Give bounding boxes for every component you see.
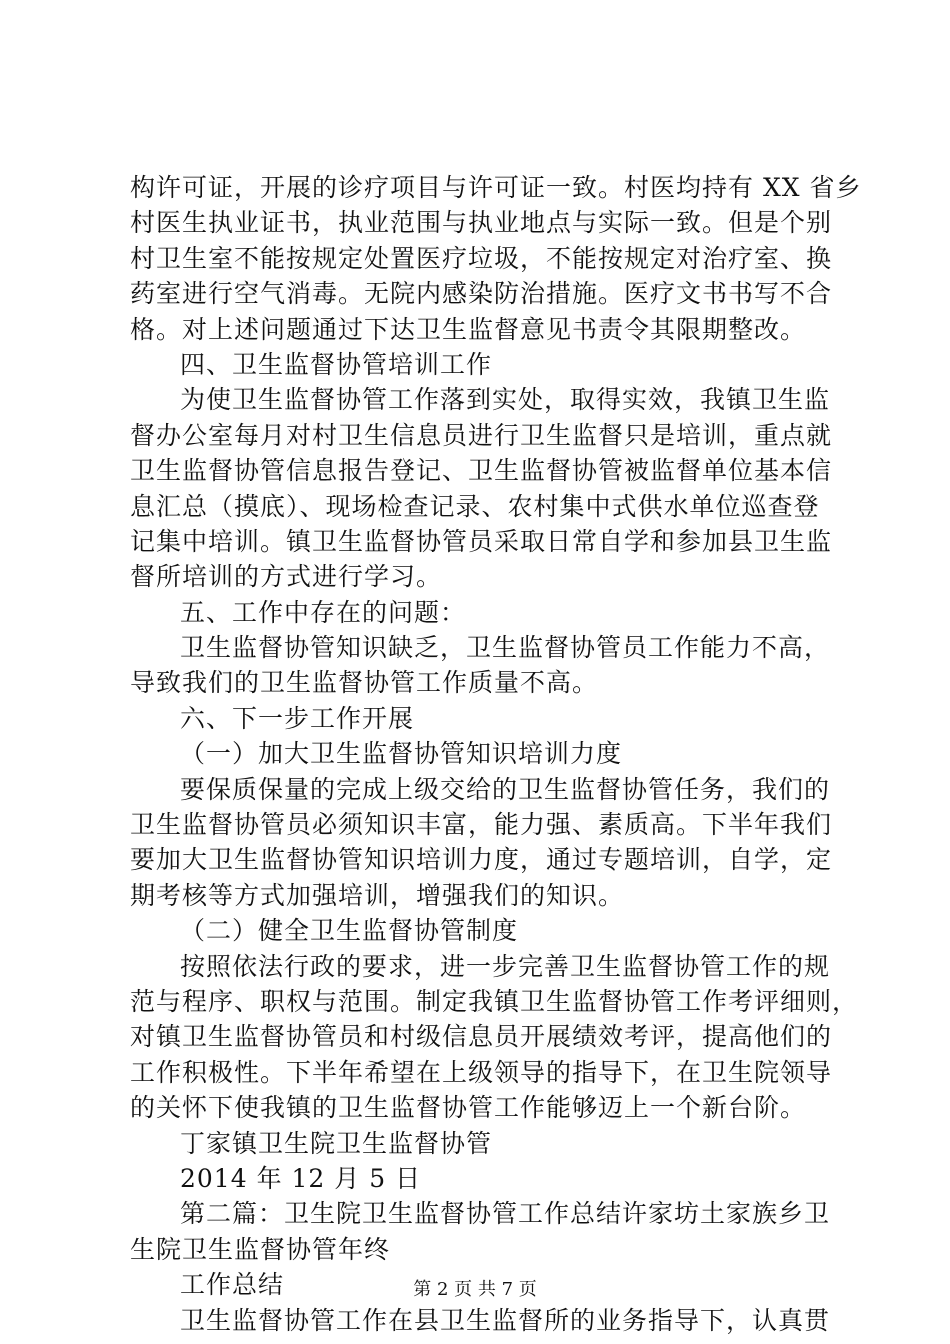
text-line: 四、卫生监督协管培训工作 [180,349,493,379]
text-line: 督所培训的方式进行学习。 [130,562,443,592]
text-line: 格。对上述问题通过下达卫生监督意见书责令其限期整改。 [130,314,807,344]
text-line: 范与程序、职权与范围。制定我镇卫生监督协管工作考评细则， [130,986,859,1016]
text-line: 督办公室每月对村卫生信息员进行卫生监督只是培训，重点就 [130,420,833,450]
text-line: 要加大卫生监督协管知识培训力度，通过专题培训，自学，定 [130,845,833,875]
text-line: 卫生监督协管信息报告登记、卫生监督协管被监督单位基本信 [130,456,833,486]
text-line: 五、工作中存在的问题： [180,597,467,627]
text-line: 的关怀下使我镇的卫生监督协管工作能够迈上一个新台阶。 [130,1093,807,1123]
text-line: 期考核等方式加强培训，增强我们的知识。 [130,880,625,910]
text-line: 药室进行空气消毒。无院内感染防治措施。医疗文书书写不合 [130,279,833,309]
text-line: 卫生监督协管工作在县卫生监督所的业务指导下，认真贯 [180,1305,831,1335]
text-line: 为使卫生监督协管工作落到实处，取得实效，我镇卫生监 [180,385,831,415]
text-line: 按照依法行政的要求，进一步完善卫生监督协管工作的规 [180,951,831,981]
text-line: 村医生执业证书，执业范围与执业地点与实际一致。但是个别 [130,208,833,238]
text-line: 工作总结 [180,1270,285,1300]
text-line: 构许可证，开展的诊疗项目与许可证一致。村医均持有 XX 省乡 [130,173,862,202]
text-line: 丁家镇卫生院卫生监督协管 [180,1128,493,1158]
page-footer: 第 2 页 共 7 页 [413,1279,537,1300]
text-line: （一）加大卫生监督协管知识培训力度 [180,739,623,769]
text-line: 导致我们的卫生监督协管工作质量不高。 [130,668,599,698]
text-line: 息汇总（摸底）、现场检查记录、农村集中式供水单位巡查登 [130,491,820,521]
text-line: 卫生监督协管员必须知识丰富，能力强、素质高。下半年我们 [130,810,833,840]
text-line: 第二篇：卫生院卫生监督协管工作总结许家坊土家族乡卫 [180,1199,831,1229]
text-line: 工作积极性。下半年希望在上级领导的指导下，在卫生院领导 [130,1057,833,1087]
document-body [130,170,862,1338]
text-line: 村卫生室不能按规定处置医疗垃圾，不能按规定对治疗室、换 [130,243,833,273]
text-line: （二）健全卫生监督协管制度 [180,916,519,946]
text-line: 要保质保量的完成上级交给的卫生监督协管任务，我们的 [180,774,831,804]
text-line: 记集中培训。镇卫生监督协管员采取日常自学和参加县卫生监 [130,526,833,556]
text-line: 六、下一步工作开展 [180,703,415,733]
text-line: 生院卫生监督协管年终 [130,1234,391,1264]
text-line: 对镇卫生监督协管员和村级信息员开展绩效考评，提高他们的 [130,1022,833,1052]
text-line: 2014 年 12 月 5 日 [180,1163,422,1193]
text-line: 卫生监督协管知识缺乏，卫生监督协管员工作能力不高， [180,633,831,663]
